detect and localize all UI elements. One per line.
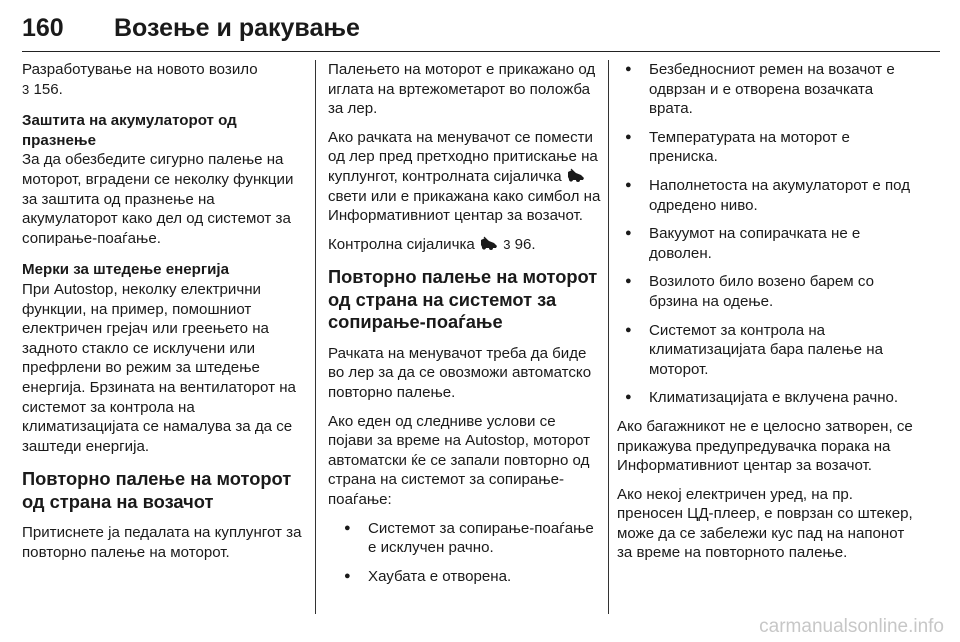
list-item: ● Климатизацијата е вклучена рачно.	[617, 388, 917, 408]
intro-page-ref[interactable]: 156.	[33, 80, 63, 98]
list-item: ● Системот за сопирање-поаѓање е исклучен рачно.	[328, 519, 604, 558]
intro-paragraph: Разработување на новото возило 3 156.	[22, 61, 258, 98]
battery-protection-heading: Заштита на акумулаторот од празнење	[22, 112, 237, 149]
energy-saving-text: При Autostop, неколку електрични функции, на пример, помошниот електричен грејач или греењето на задното стакло се исклучени или префрлени во режим за штедење енергија. Брзината на вентилаторот на системот за контрола на климатизацијата се намалува за да се заштеди енергија.	[22, 280, 296, 455]
restart-conditions-list-continued	[617, 60, 917, 408]
column-2	[328, 60, 604, 595]
page-number: 160	[22, 14, 64, 42]
autostop-car-icon	[566, 168, 586, 182]
list-item: ● Вакуумот на сопирачката не е доволен.	[617, 224, 917, 263]
autostop-car-icon	[479, 236, 499, 250]
boot-warning-text: Ако багажникот не е целосно затворен, се прикажува предупредувачка порака на Информативниот центар за возачот.	[617, 417, 913, 475]
watermark: carmanualsonline.info	[759, 616, 944, 637]
driver-restart-text: Притиснете ја педалата на куплунгот за повторно палење на моторот.	[22, 524, 302, 561]
engine-start-indicator-text: Палењето на моторот е прикажано од иглата на вртежометарот во положба за лер.	[328, 61, 596, 118]
list-item: ● Температурата на моторот е прениска.	[617, 128, 917, 167]
list-item: ● Системот за контрола на климатизацијата бара палење на моторот.	[617, 321, 917, 380]
page-ref-icon: 3	[22, 81, 30, 97]
page-header	[22, 14, 940, 54]
system-restart-heading: Повторно палење на моторот од страна на системот за сопирање-поаѓање	[328, 266, 598, 333]
control-lamp-ref-text: Контролна сијаличка 3 96.	[328, 235, 536, 253]
column-3	[617, 60, 917, 572]
column-divider-2	[608, 60, 609, 614]
list-item: ● Безбедносниот ремен на возачот е одврзан и е отворена возачката врата.	[617, 60, 917, 119]
list-item: ● Хаубата е отворена.	[328, 567, 604, 587]
restart-conditions-intro: Ако еден од следниве услови се појави за време на Autostop, моторот автоматски ќе се запали повторно од страна на системот за сопирање-поаѓање:	[328, 412, 591, 508]
list-item: ● Возилото било возено барем со брзина на одење.	[617, 272, 917, 311]
gear-lever-warning-text: Ако рачката на менувачот се помести од лер пред претходно притискање на куплунгот, контролната сијаличка свети или е прикажана како симбол на Информативниот центар за возачот.	[328, 128, 601, 225]
header-rule	[22, 51, 940, 52]
energy-saving-heading: Мерки за штедење енергија	[22, 261, 229, 279]
column-divider-1	[315, 60, 316, 614]
list-item: ● Наполнетоста на акумулаторот е под одредено ниво.	[617, 176, 917, 215]
restart-conditions-list	[328, 519, 604, 587]
battery-protection-text: За да обезбедите сигурно палење на моторот, вградени се неколку функции за заштита од празнење на акумулаторот како дел од системот за сопирање-поаѓање.	[22, 151, 294, 247]
driver-restart-heading: Повторно палење на моторот од страна на возачот	[22, 468, 292, 512]
voltage-drop-text: Ако некој електричен уред, на пр. преносен ЦД-плеер, е поврзан со штекер, може да се забележи кус пад на напонот за време на повторното палење.	[617, 485, 913, 562]
column-1	[22, 60, 304, 571]
neutral-requirement-text: Рачката на менувачот треба да биде во лер за да се овозможи автоматско повторно палење.	[328, 344, 592, 402]
page-title: Возење и ракување	[114, 14, 360, 42]
page-ref-icon: 3	[503, 236, 511, 252]
control-lamp-page-ref[interactable]: 96.	[514, 235, 536, 253]
